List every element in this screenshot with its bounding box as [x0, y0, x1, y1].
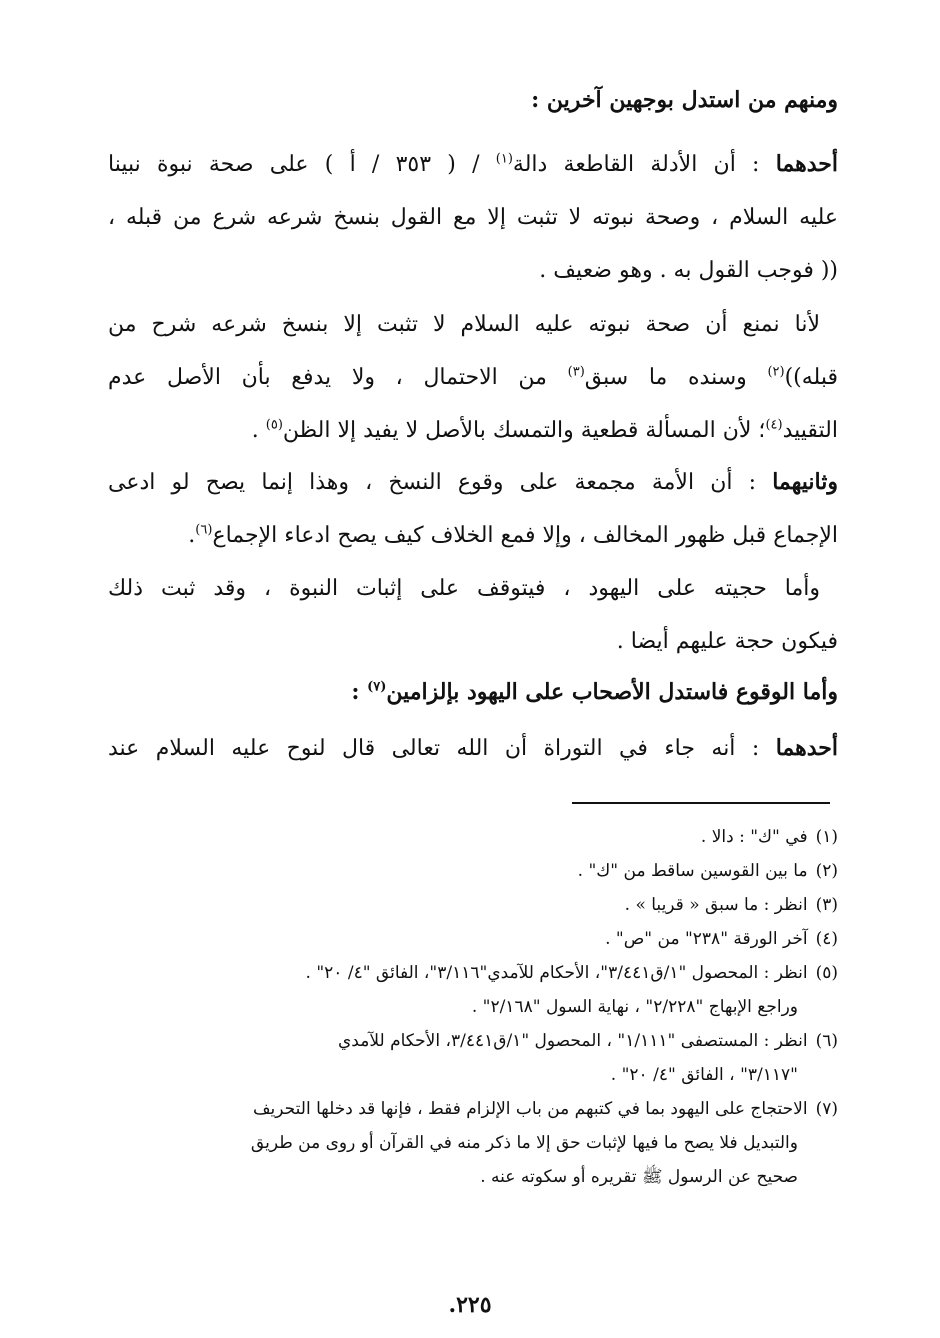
paragraph-3-line-2: الإجماع قبل ظهور المخالف ، وإلا فمع الخلاف كيف يصح ادعاء الإجماع$^{(٦)}$.: [188, 522, 838, 548]
page-number: ٢٢٥.: [448, 1292, 492, 1318]
footnote-ref-5: (٥): [265, 417, 283, 433]
footnote-7-cont-1: والتبديل فلا يصح ما فيها لإثبات حق إلا ما ذكر منه في القرآن أو روى من طريق: [250, 1133, 798, 1153]
footnote-ref-7: (٧): [367, 679, 387, 695]
footnote-ref-2: (٢): [767, 364, 785, 380]
paragraph-4-line-1: وأما حجيته على اليهود ، فيتوقف على إثبات النبوة ، وقد ثبت ذلك: [108, 576, 820, 601]
paragraph-1-line-3: (( فوجب القول به . وهو ضعيف .: [539, 258, 838, 283]
footnote-7: (٧)الاحتجاج على اليهود بما في كتبهم من باب الإلزام فقط ، فإنها قد دخلها التحريف: [252, 1099, 838, 1119]
paragraph-1: [108, 138, 838, 297]
paragraph-5: [108, 722, 838, 775]
lead-word: أحدهما: [775, 735, 838, 761]
paragraph-2: [108, 298, 838, 457]
footnote-ref-1: (١): [495, 151, 513, 167]
footnote-ref-3: (٣): [567, 364, 585, 380]
footnote-ref-4: (٤): [765, 417, 783, 433]
paragraph-4-line-2: فيكون حجة عليهم أيضا .: [616, 629, 838, 654]
paragraph-2-line-3: التقييد$^{(٤)}$؛ لأن المسألة قطعية والتمسك بالأصل لا يفيد إلا الظن$^{(٥)}$ .: [251, 417, 838, 443]
footnote-1: (١)في "ك" : دالا .: [700, 827, 838, 847]
section-heading-2-block: [108, 666, 838, 719]
footnote-6: (٦)انظر : المستصفى "١/١١١" ، المحصول "١/ق٣/٤٤١، الأحكام للآمدي: [338, 1031, 838, 1051]
section-heading-1: ومنهم من استدل بوجهين آخرين :: [531, 87, 838, 113]
paragraph-3: [108, 456, 838, 562]
paragraph-1-line-1: أحدهما : أن الأدلة القاطعة دالة$^{(١)}$ / ( ٣٥٣ / أ ) على صحة نبوة نبينا: [108, 151, 838, 177]
paragraph-3-line-1: وثانيهما : أن الأمة مجمعة على وقوع النسخ ، وهذا إنما يصح لو ادعى: [108, 469, 838, 495]
section-heading-2: وأما الوقوع فاستدل الأصحاب على اليهود بإلزامين$^{(٧)}$ :: [351, 679, 838, 705]
footnote-separator: [572, 802, 830, 804]
lead-word: أحدهما: [775, 151, 838, 177]
paragraph-2-line-1: لأنا نمنع أن صحة نبوته عليه السلام لا تثبت إلا بنسخ شرعه شرح من: [108, 312, 821, 337]
footnote-5-cont: وراجع الإبهاج "٢/٢٢٨" ، نهاية السول "٢/١٦٨" .: [471, 997, 798, 1017]
footnote-4: (٤)آخر الورقة "٢٣٨" من "ص" .: [605, 929, 838, 949]
main-text: [108, 74, 838, 127]
footnote-2: (٢)ما بين القوسين ساقط من "ك" .: [577, 861, 838, 881]
footnote-6-cont: "٣/١١٧" ، الفائق "٤/ ٢٠" .: [610, 1065, 798, 1085]
paragraph-4: [108, 562, 838, 668]
footnote-7-cont-2: صحيح عن الرسول ﷺ تقريره أو سكوته عنه .: [480, 1167, 798, 1187]
paragraph-1-line-2: عليه السلام ، وصحة نبوته لا تثبت إلا مع القول بنسخ شرعه شرع من قبله ،: [108, 205, 838, 230]
footnotes: [108, 820, 838, 1194]
footnote-5: (٥)انظر : المحصول "١/ق٣/٤٤١"، الأحكام للآمدي"٣/١١٦"، الفائق "٤/ ٢٠" .: [305, 963, 838, 983]
paragraph-5-line-1: أحدهما : أنه جاء في التوراة أن الله تعالى قال لنوح عليه السلام عند: [108, 735, 838, 761]
footnote-ref-6: (٦): [195, 522, 213, 538]
paragraph-2-line-2: قبله))$^{(٢)}$ وسنده ما سبق$^{(٣)}$ من الاحتمال ، ولا يدفع بأن الأصل عدم: [108, 364, 838, 390]
lead-word: وثانيهما: [772, 469, 838, 495]
footnote-3: (٣)انظر : ما سبق « قريبا » .: [624, 895, 838, 915]
